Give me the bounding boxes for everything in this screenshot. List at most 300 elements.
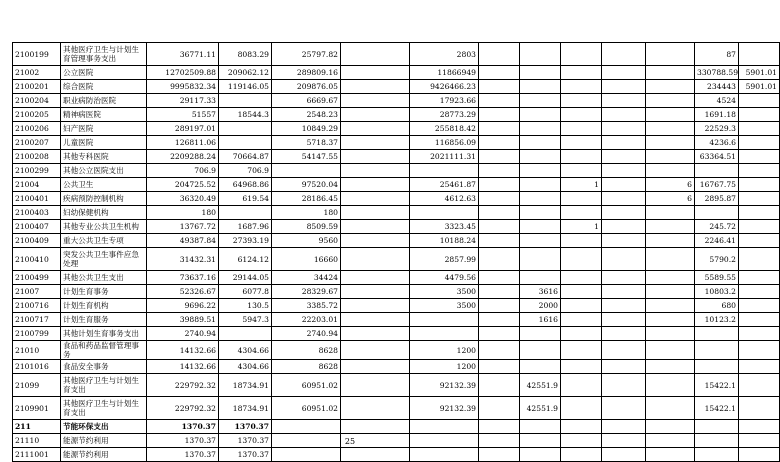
amount-cell: 706.9 <box>219 164 272 178</box>
amount-cell <box>479 66 520 80</box>
table-row <box>13 248 780 271</box>
amount-cell <box>561 164 602 178</box>
subject-code-cell: 2100403 <box>13 206 61 220</box>
amount-cell: 9560 <box>272 234 341 248</box>
subject-name-cell: 食品和药品监督管理事务 <box>61 341 147 360</box>
amount-cell <box>602 108 646 122</box>
subject-code-cell: 2100208 <box>13 150 61 164</box>
amount-cell: 229792.32 <box>147 374 219 397</box>
amount-cell <box>646 420 695 434</box>
amount-cell <box>410 327 479 341</box>
amount-cell <box>520 420 561 434</box>
amount-cell <box>739 374 780 397</box>
amount-cell: 25797.82 <box>272 43 341 66</box>
subject-code-cell: 21004 <box>13 178 61 192</box>
amount-cell <box>739 192 780 206</box>
subject-code-cell: 2100410 <box>13 248 61 271</box>
amount-cell <box>479 271 520 285</box>
amount-cell: 14132.66 <box>147 341 219 360</box>
amount-cell <box>520 108 561 122</box>
amount-cell: 31432.31 <box>147 248 219 271</box>
amount-cell <box>479 299 520 313</box>
amount-cell: 1691.18 <box>695 108 739 122</box>
amount-cell: 6669.67 <box>272 94 341 108</box>
amount-cell <box>739 43 780 66</box>
amount-cell <box>602 420 646 434</box>
table-row <box>13 271 780 285</box>
subject-name-cell: 食品安全事务 <box>61 360 147 374</box>
amount-cell <box>341 397 410 420</box>
subject-name-cell: 其他公共卫生支出 <box>61 271 147 285</box>
amount-cell <box>520 206 561 220</box>
amount-cell <box>739 299 780 313</box>
subject-code-cell: 2100204 <box>13 94 61 108</box>
subject-code-cell: 21002 <box>13 66 61 80</box>
amount-cell <box>341 299 410 313</box>
amount-cell <box>479 285 520 299</box>
amount-cell: 229792.32 <box>147 397 219 420</box>
amount-cell <box>561 420 602 434</box>
amount-cell <box>561 448 602 462</box>
amount-cell <box>520 164 561 178</box>
amount-cell <box>602 397 646 420</box>
amount-cell: 2021111.31 <box>410 150 479 164</box>
subject-code-cell: 2100299 <box>13 164 61 178</box>
subject-name-cell: 疾病预防控制机构 <box>61 192 147 206</box>
amount-cell: 5589.55 <box>695 271 739 285</box>
amount-cell <box>479 248 520 271</box>
amount-cell <box>479 122 520 136</box>
amount-cell <box>561 397 602 420</box>
subject-name-cell: 综合医院 <box>61 80 147 94</box>
amount-cell <box>561 206 602 220</box>
subject-code-cell: 2109901 <box>13 397 61 420</box>
amount-cell: 11866949 <box>410 66 479 80</box>
subject-code-cell: 211 <box>13 420 61 434</box>
amount-cell <box>602 122 646 136</box>
amount-cell <box>341 341 410 360</box>
amount-cell <box>479 327 520 341</box>
amount-cell: 13767.72 <box>147 220 219 234</box>
amount-cell <box>479 94 520 108</box>
amount-cell: 4304.66 <box>219 341 272 360</box>
table-body <box>13 43 780 462</box>
subject-name-cell: 公立医院 <box>61 66 147 80</box>
amount-cell <box>219 206 272 220</box>
amount-cell <box>646 164 695 178</box>
table-row <box>13 136 780 150</box>
amount-cell <box>646 122 695 136</box>
subject-code-cell: 21010 <box>13 341 61 360</box>
amount-cell: 330788.59 <box>695 66 739 80</box>
amount-cell <box>561 80 602 94</box>
amount-cell <box>646 150 695 164</box>
amount-cell <box>479 341 520 360</box>
amount-cell <box>602 313 646 327</box>
amount-cell <box>739 136 780 150</box>
amount-cell <box>695 420 739 434</box>
amount-cell <box>646 448 695 462</box>
amount-cell <box>479 448 520 462</box>
amount-cell <box>602 206 646 220</box>
amount-cell <box>341 122 410 136</box>
amount-cell <box>739 341 780 360</box>
amount-cell: 49387.84 <box>147 234 219 248</box>
amount-cell: 73637.16 <box>147 271 219 285</box>
amount-cell <box>520 43 561 66</box>
amount-cell <box>520 341 561 360</box>
amount-cell <box>602 448 646 462</box>
amount-cell: 2000 <box>520 299 561 313</box>
amount-cell <box>602 374 646 397</box>
amount-cell <box>520 178 561 192</box>
amount-cell <box>219 94 272 108</box>
subject-code-cell: 2111001 <box>13 448 61 462</box>
amount-cell: 130.5 <box>219 299 272 313</box>
amount-cell: 1370.37 <box>147 434 219 448</box>
subject-code-cell: 2100499 <box>13 271 61 285</box>
amount-cell: 3500 <box>410 299 479 313</box>
table-row <box>13 285 780 299</box>
amount-cell: 4479.56 <box>410 271 479 285</box>
amount-cell <box>646 360 695 374</box>
amount-cell: 10849.29 <box>272 122 341 136</box>
amount-cell <box>739 420 780 434</box>
subject-name-cell: 精神病医院 <box>61 108 147 122</box>
subject-name-cell: 突发公共卫生事件应急处理 <box>61 248 147 271</box>
table-row <box>13 341 780 360</box>
table-row <box>13 164 780 178</box>
amount-cell <box>739 434 780 448</box>
table-row <box>13 448 780 462</box>
amount-cell: 234443 <box>695 80 739 94</box>
amount-cell: 4236.6 <box>695 136 739 150</box>
amount-cell <box>602 271 646 285</box>
table-row <box>13 206 780 220</box>
amount-cell: 6124.12 <box>219 248 272 271</box>
amount-cell: 17923.66 <box>410 94 479 108</box>
amount-cell: 1370.37 <box>219 448 272 462</box>
amount-cell: 209062.12 <box>219 66 272 80</box>
amount-cell: 5947.3 <box>219 313 272 327</box>
amount-cell <box>602 94 646 108</box>
amount-cell <box>479 136 520 150</box>
amount-cell <box>520 327 561 341</box>
amount-cell: 29117.33 <box>147 94 219 108</box>
amount-cell <box>602 299 646 313</box>
table-row <box>13 122 780 136</box>
amount-cell <box>739 360 780 374</box>
amount-cell: 9696.22 <box>147 299 219 313</box>
amount-cell <box>739 164 780 178</box>
amount-cell: 22203.01 <box>272 313 341 327</box>
amount-cell <box>561 327 602 341</box>
amount-cell <box>341 43 410 66</box>
table-row <box>13 397 780 420</box>
amount-cell: 1687.96 <box>219 220 272 234</box>
subject-name-cell: 公共卫生 <box>61 178 147 192</box>
amount-cell <box>479 220 520 234</box>
amount-cell: 15422.1 <box>695 374 739 397</box>
amount-cell <box>341 374 410 397</box>
subject-code-cell: 21099 <box>13 374 61 397</box>
amount-cell <box>646 234 695 248</box>
amount-cell <box>341 420 410 434</box>
subject-name-cell: 妇幼保健机构 <box>61 206 147 220</box>
subject-name-cell: 妇产医院 <box>61 122 147 136</box>
amount-cell: 3500 <box>410 285 479 299</box>
amount-cell <box>341 248 410 271</box>
amount-cell: 209876.05 <box>272 80 341 94</box>
amount-cell: 6 <box>646 178 695 192</box>
amount-cell: 2209288.24 <box>147 150 219 164</box>
amount-cell: 36771.11 <box>147 43 219 66</box>
amount-cell: 97520.04 <box>272 178 341 192</box>
amount-cell <box>410 164 479 178</box>
amount-cell <box>341 136 410 150</box>
page-number: 25 <box>344 437 356 446</box>
amount-cell <box>695 448 739 462</box>
amount-cell: 2740.94 <box>272 327 341 341</box>
amount-cell <box>602 164 646 178</box>
table-row <box>13 360 780 374</box>
amount-cell <box>520 220 561 234</box>
amount-cell <box>646 43 695 66</box>
amount-cell: 42551.9 <box>520 397 561 420</box>
amount-cell: 5790.2 <box>695 248 739 271</box>
amount-cell <box>520 150 561 164</box>
amount-cell: 18734.91 <box>219 397 272 420</box>
amount-cell <box>520 136 561 150</box>
table-row <box>13 108 780 122</box>
amount-cell: 706.9 <box>147 164 219 178</box>
table-row <box>13 234 780 248</box>
amount-cell <box>520 448 561 462</box>
amount-cell: 289809.16 <box>272 66 341 80</box>
subject-code-cell: 2100205 <box>13 108 61 122</box>
amount-cell <box>479 192 520 206</box>
amount-cell <box>520 234 561 248</box>
amount-cell <box>602 327 646 341</box>
amount-cell: 10123.2 <box>695 313 739 327</box>
subject-code-cell: 2100409 <box>13 234 61 248</box>
amount-cell <box>602 220 646 234</box>
subject-name-cell: 其他专业公共卫生机构 <box>61 220 147 234</box>
subject-name-cell: 儿童医院 <box>61 136 147 150</box>
amount-cell: 1200 <box>410 341 479 360</box>
amount-cell <box>561 136 602 150</box>
amount-cell: 8083.29 <box>219 43 272 66</box>
table-row <box>13 313 780 327</box>
amount-cell <box>646 313 695 327</box>
amount-cell: 3385.72 <box>272 299 341 313</box>
amount-cell: 10803.2 <box>695 285 739 299</box>
amount-cell <box>561 150 602 164</box>
amount-cell <box>520 192 561 206</box>
subject-code-cell: 2100199 <box>13 43 61 66</box>
amount-cell <box>341 80 410 94</box>
amount-cell <box>479 313 520 327</box>
amount-cell <box>272 448 341 462</box>
amount-cell <box>561 341 602 360</box>
subject-name-cell: 计划生育服务 <box>61 313 147 327</box>
amount-cell <box>646 136 695 150</box>
subject-name-cell: 节能环保支出 <box>61 420 147 434</box>
amount-cell: 25461.87 <box>410 178 479 192</box>
amount-cell <box>479 150 520 164</box>
amount-cell <box>646 108 695 122</box>
subject-code-cell: 2100407 <box>13 220 61 234</box>
amount-cell <box>739 397 780 420</box>
amount-cell <box>341 66 410 80</box>
amount-cell: 60951.02 <box>272 397 341 420</box>
amount-cell <box>646 80 695 94</box>
amount-cell <box>520 66 561 80</box>
amount-cell <box>479 43 520 66</box>
amount-cell <box>520 94 561 108</box>
amount-cell: 8509.59 <box>272 220 341 234</box>
amount-cell: 27393.19 <box>219 234 272 248</box>
amount-cell: 6077.8 <box>219 285 272 299</box>
amount-cell <box>561 234 602 248</box>
amount-cell <box>561 108 602 122</box>
amount-cell <box>341 192 410 206</box>
amount-cell: 5901.01 <box>739 80 780 94</box>
amount-cell <box>739 327 780 341</box>
amount-cell <box>695 341 739 360</box>
amount-cell: 245.72 <box>695 220 739 234</box>
table-row <box>13 192 780 206</box>
amount-cell <box>341 285 410 299</box>
amount-cell <box>602 136 646 150</box>
table-row <box>13 178 780 192</box>
subject-code-cell: 2101016 <box>13 360 61 374</box>
amount-cell <box>341 108 410 122</box>
amount-cell: 70664.87 <box>219 150 272 164</box>
amount-cell <box>646 248 695 271</box>
amount-cell: 1370.37 <box>219 420 272 434</box>
amount-cell: 2895.87 <box>695 192 739 206</box>
amount-cell <box>602 178 646 192</box>
amount-cell: 5718.37 <box>272 136 341 150</box>
amount-cell <box>520 360 561 374</box>
subject-name-cell: 其他公立医院支出 <box>61 164 147 178</box>
amount-cell: 63364.51 <box>695 150 739 164</box>
amount-cell <box>646 374 695 397</box>
subject-name-cell: 重大公共卫生专项 <box>61 234 147 248</box>
amount-cell <box>695 434 739 448</box>
amount-cell <box>739 150 780 164</box>
amount-cell: 4524 <box>695 94 739 108</box>
amount-cell: 12702509.88 <box>147 66 219 80</box>
amount-cell <box>739 94 780 108</box>
subject-name-cell: 其他医疗卫生与计划生育支出 <box>61 374 147 397</box>
amount-cell <box>739 313 780 327</box>
table-row <box>13 374 780 397</box>
amount-cell <box>520 248 561 271</box>
amount-cell <box>602 234 646 248</box>
amount-cell: 64968.86 <box>219 178 272 192</box>
amount-cell <box>219 136 272 150</box>
amount-cell: 680 <box>695 299 739 313</box>
amount-cell: 92132.39 <box>410 397 479 420</box>
table-row <box>13 299 780 313</box>
amount-cell <box>646 299 695 313</box>
subject-name-cell: 能源节约利用 <box>61 448 147 462</box>
amount-cell: 4304.66 <box>219 360 272 374</box>
amount-cell: 1370.37 <box>147 448 219 462</box>
amount-cell: 16767.75 <box>695 178 739 192</box>
subject-code-cell: 2100201 <box>13 80 61 94</box>
amount-cell <box>695 327 739 341</box>
amount-cell <box>602 66 646 80</box>
amount-cell: 126811.06 <box>147 136 219 150</box>
subject-code-cell: 2100401 <box>13 192 61 206</box>
amount-cell: 1 <box>561 178 602 192</box>
amount-cell <box>341 271 410 285</box>
amount-cell: 2857.99 <box>410 248 479 271</box>
subject-code-cell: 21110 <box>13 434 61 448</box>
amount-cell <box>520 122 561 136</box>
amount-cell <box>646 206 695 220</box>
amount-cell <box>479 374 520 397</box>
amount-cell <box>602 192 646 206</box>
amount-cell <box>739 122 780 136</box>
amount-cell <box>561 374 602 397</box>
amount-cell <box>695 164 739 178</box>
amount-cell: 14132.66 <box>147 360 219 374</box>
amount-cell <box>646 66 695 80</box>
amount-cell <box>341 94 410 108</box>
amount-cell: 18544.3 <box>219 108 272 122</box>
subject-code-cell: 2100206 <box>13 122 61 136</box>
amount-cell: 3323.45 <box>410 220 479 234</box>
amount-cell <box>341 206 410 220</box>
amount-cell <box>646 285 695 299</box>
amount-cell <box>479 420 520 434</box>
subject-name-cell: 其他医疗卫生与计划生育管理事务支出 <box>61 43 147 66</box>
table-row <box>13 66 780 80</box>
amount-cell: 180 <box>272 206 341 220</box>
amount-cell <box>410 420 479 434</box>
amount-cell <box>739 234 780 248</box>
amount-cell: 2803 <box>410 43 479 66</box>
amount-cell: 8628 <box>272 341 341 360</box>
subject-code-cell: 2100207 <box>13 136 61 150</box>
subject-code-cell: 2100717 <box>13 313 61 327</box>
amount-cell: 5901.01 <box>739 66 780 80</box>
amount-cell: 42551.9 <box>520 374 561 397</box>
amount-cell <box>602 150 646 164</box>
amount-cell: 18734.91 <box>219 374 272 397</box>
amount-cell <box>479 234 520 248</box>
subject-code-cell: 21007 <box>13 285 61 299</box>
amount-cell: 255818.42 <box>410 122 479 136</box>
subject-name-cell: 能源节约利用 <box>61 434 147 448</box>
amount-cell: 34424 <box>272 271 341 285</box>
amount-cell <box>341 150 410 164</box>
amount-cell <box>602 360 646 374</box>
subject-code-cell: 2100716 <box>13 299 61 313</box>
amount-cell <box>646 397 695 420</box>
amount-cell: 29144.05 <box>219 271 272 285</box>
amount-cell <box>561 271 602 285</box>
amount-cell <box>219 122 272 136</box>
table-row <box>13 327 780 341</box>
amount-cell: 22529.3 <box>695 122 739 136</box>
amount-cell <box>695 360 739 374</box>
amount-cell: 4612.63 <box>410 192 479 206</box>
